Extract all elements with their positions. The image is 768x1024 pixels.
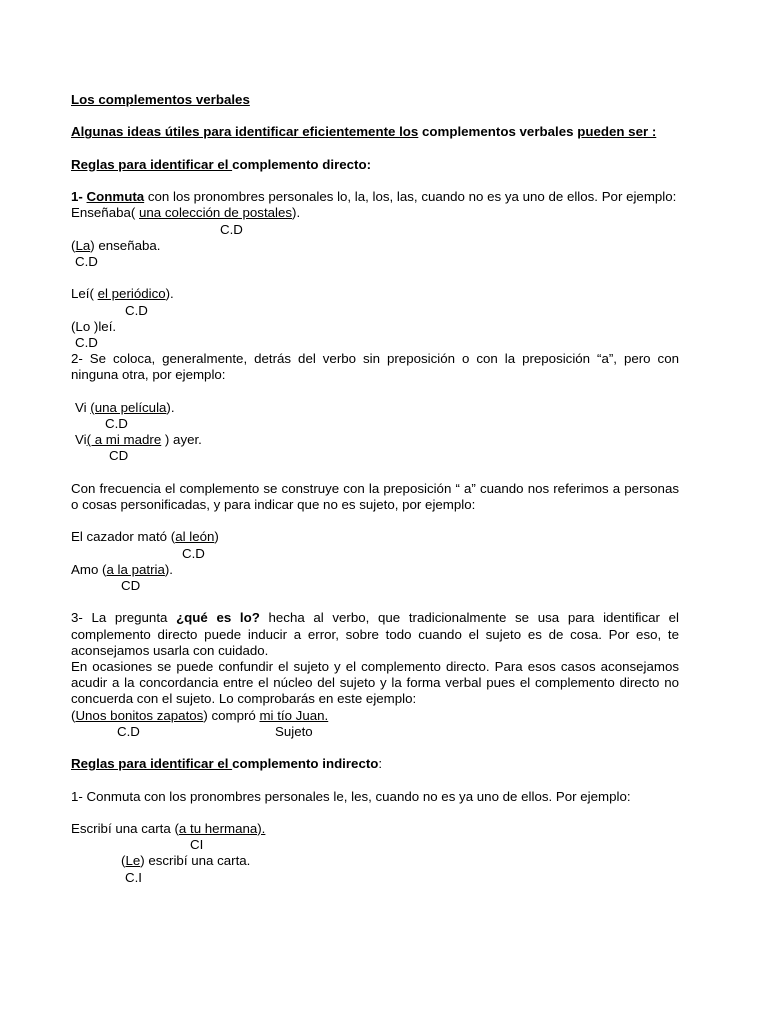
ci-heading-part1: Reglas para identificar el: [71, 756, 233, 772]
rule1-example-2: [71, 238, 679, 254]
ex-underlined: al león: [175, 529, 215, 545]
ex-underlined: a la patria: [106, 561, 165, 577]
rule3-paragraph: [71, 610, 679, 659]
ex-text: Escribí una carta (: [71, 820, 179, 836]
function-label: CI: [190, 837, 204, 853]
ex-text: ) compró: [203, 707, 260, 723]
ex-text: ).: [166, 399, 175, 415]
ex-underlined: a tu hermana).: [178, 820, 266, 836]
function-label: C.D: [75, 334, 98, 350]
cd-heading-part1: Reglas para identificar el: [71, 156, 233, 172]
ex-text: ) escribí una carta.: [140, 853, 251, 869]
cd-heading-part2: complemento directo:: [232, 156, 372, 172]
rule1-num: 1-: [71, 189, 87, 205]
ex-underlined: ( a mi madre: [86, 432, 162, 448]
ex-text: ).: [292, 205, 301, 221]
intro-line: [71, 124, 679, 140]
ci-heading-part3: :: [378, 756, 383, 772]
ex-underlined: mi tío Juan.: [259, 707, 329, 723]
rule2-paragraph: 2- Se coloca, generalmente, detrás del verbo sin preposición o con la preposición “a”, pero con ninguna otra, por ejemplo:: [71, 351, 679, 383]
ex-text: Amo (: [71, 561, 107, 577]
rule1-example-1: [71, 205, 679, 221]
ci-rules-heading: [71, 756, 679, 772]
rule3-labels: [71, 724, 679, 740]
intro-part2: complementos verbales: [418, 124, 578, 140]
ci-rule1-paragraph: 1- Conmuta con los pronombres personales le, les, cuando no es ya uno de ellos. Por ejemplo:: [71, 788, 631, 804]
ex-text: Enseñaba(: [71, 205, 140, 221]
rule3-num: 3- La pregunta: [71, 610, 177, 626]
ex-text: ) enseñaba.: [90, 237, 161, 253]
ci-heading-part2: complemento indirecto: [232, 756, 379, 772]
ex-underlined: Le: [125, 853, 141, 869]
document-page: [71, 92, 679, 886]
rule3-example: [71, 708, 679, 724]
ex-text: ).: [164, 561, 173, 577]
ex-text: Vi: [75, 432, 87, 448]
rule1-paragraph: [71, 189, 679, 205]
function-label: CD: [121, 577, 141, 593]
ex-text: (: [71, 237, 76, 253]
function-label: Sujeto: [275, 723, 313, 739]
ci-example-1: [71, 821, 679, 837]
rule2-example-4: [71, 562, 679, 578]
ex-text: (: [121, 853, 126, 869]
function-label: C.I: [125, 869, 142, 885]
rule2-example-2: [71, 432, 679, 448]
ex-underlined: una colección de postales: [139, 205, 293, 221]
rule2-example-1: [71, 400, 679, 416]
function-label: C.D: [117, 723, 140, 739]
cd-rules-heading: [71, 157, 679, 173]
function-label: C.D: [105, 415, 128, 431]
rule3-question: ¿qué es lo?: [176, 610, 260, 626]
ex-text: ) ayer.: [161, 432, 202, 448]
rule3-note-paragraph: En ocasiones se puede confundir el sujeto y el complemento directo. Para esos casos aconsejamos acudir a la concordancia entre el núcleo del sujeto y la forma verbal pues el complemento directo no concuerda con el sujeto. Lo comprobarás en este ejemplo:: [71, 658, 679, 707]
ex-text: El cazador mató (: [71, 529, 176, 545]
rule2-example-3: [71, 529, 679, 545]
rule3-text: hecha al verbo, que tradicionalmente se usa para identificar el complemento directo puede inducir a error, sobre todo cuando el sujeto es de cosa. Por eso, te aconsejamos usarla con cuidado.: [71, 610, 679, 658]
ex-underlined: (una película: [90, 399, 167, 415]
ex-underlined: La: [75, 237, 91, 253]
rule2-note-paragraph: Con frecuencia el complemento se construye con la preposición “ a” cuando nos referimos a personas o cosas personificadas, y para indicar que no es sujeto, por ejemplo:: [71, 480, 679, 512]
intro-part1: Algunas ideas útiles para identificar eficientemente los: [71, 124, 419, 140]
function-label: C.D: [182, 545, 205, 561]
function-label: CD: [109, 448, 129, 464]
ex-text: (: [71, 707, 76, 723]
function-label: C.D: [75, 253, 98, 269]
intro-part3: pueden ser :: [577, 124, 657, 140]
ex-text: Leí(: [71, 286, 98, 302]
ci-example-2: [71, 853, 679, 869]
rule1-example-4: (Lo )leí.: [71, 318, 117, 334]
ex-underlined: el periódico: [97, 286, 166, 302]
document-title: Los complementos verbales: [71, 92, 250, 107]
ex-text: Vi: [75, 399, 91, 415]
rule1-text: con los pronombres personales lo, la, los, las, cuando no es ya uno de ellos. Por ejemplo:: [144, 189, 677, 205]
rule1-keyword: Conmuta: [86, 189, 145, 205]
ex-underlined: Unos bonitos zapatos: [75, 707, 204, 723]
function-label: C.D: [125, 302, 148, 318]
function-label: C.D: [220, 221, 243, 237]
rule1-example-3: [71, 286, 679, 302]
ex-text: ): [214, 529, 219, 545]
ex-text: ).: [165, 286, 174, 302]
